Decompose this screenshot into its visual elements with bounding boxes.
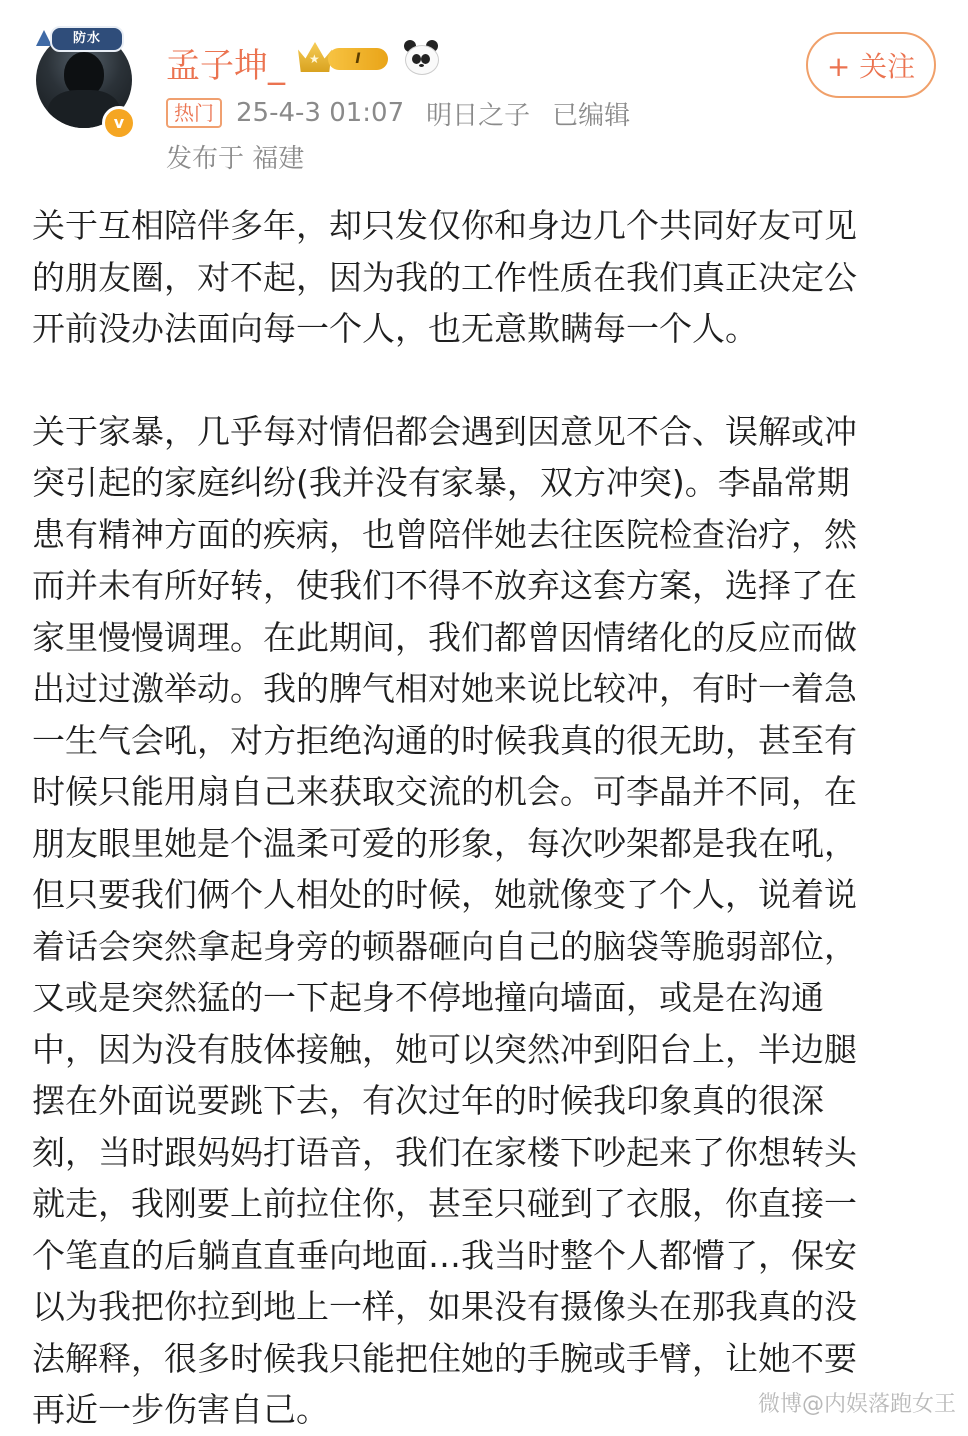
edited-label[interactable]: 已编辑 bbox=[552, 100, 631, 131]
star-icon: ★ bbox=[309, 52, 320, 66]
text-line: 出过过激举动。我的脾气相对她来说比较冲，有时一着急 bbox=[32, 669, 857, 708]
text-line: 一生气会吼，对方拒绝沟通的时候我真的很无助，甚至有 bbox=[32, 720, 857, 760]
text-line: 家里慢慢调理。在此期间，我们都曾因情绪化的反应而做 bbox=[32, 617, 857, 657]
text-line: 时候只能用扇自己来获取交流的机会。可李晶并不同，在 bbox=[32, 772, 857, 811]
post-meta bbox=[166, 96, 652, 130]
text-line: 法解释，很多时候我只能把住她的手腕或手臂，让她不要 bbox=[32, 1338, 857, 1378]
text-line: 再近一步伤害自己。 bbox=[32, 1390, 329, 1429]
watermark: 微博@内娱落跑女王 bbox=[757, 1392, 956, 1417]
text-line: 个笔直的后躺直直垂向地面…我当时整个人都懵了，保安 bbox=[32, 1235, 857, 1275]
text-line: 又或是突然猛的一下起身不停地撞向墙面，或是在沟通 bbox=[32, 978, 824, 1017]
text-line: 患有精神方面的疾病，也曾陪伴她去往医院检查治疗，然 bbox=[32, 514, 857, 554]
text-line: 就走，我刚要上前拉住你，甚至只碰到了衣服，你直接一 bbox=[32, 1184, 857, 1223]
text-line: 关于互相陪伴多年，却只发仅你和身边几个共同好友可见 bbox=[32, 206, 857, 245]
post-location: 发布于 福建 bbox=[166, 144, 305, 174]
text-line: 开前没办法面向每一个人，也无意欺瞒每一个人。 bbox=[32, 309, 758, 348]
text-line: 突引起的家庭纠纷(我并没有家暴，双方冲突)。李晶常期 bbox=[32, 463, 850, 502]
level-label: I bbox=[328, 48, 388, 70]
text-line: 但只要我们俩个人相处的时候，她就像变了个人，说着说 bbox=[32, 875, 857, 914]
username[interactable]: 孟子坤_ bbox=[166, 46, 285, 86]
post-paragraph-1 bbox=[32, 200, 932, 355]
post-timestamp: 25-4-3 01:07 bbox=[236, 98, 405, 128]
verified-icon: v bbox=[102, 106, 136, 140]
text-line: 而并未有所好转，使我们不得不放弃这套方案，选择了在 bbox=[32, 566, 857, 605]
text-line: 关于家暴，几乎每对情侣都会遇到因意见不合、误解或冲 bbox=[32, 411, 857, 451]
text-line: 朋友眼里她是个温柔可爱的形象，每次吵架都是我在吼， bbox=[32, 823, 857, 863]
avatar-frame bbox=[32, 24, 136, 54]
text-line: 以为我把你拉到地上一样，如果没有摄像头在那我真的没 bbox=[32, 1287, 857, 1326]
follow-button[interactable]: + 关注 bbox=[806, 32, 936, 98]
text-line: 刻，当时跟妈妈打语音，我们在家楼下吵起来了你想转头 bbox=[32, 1132, 857, 1172]
text-line: 着话会突然拿起身旁的顿器砸向自己的脑袋等脆弱部位， bbox=[32, 926, 857, 966]
member-level-badge[interactable] bbox=[298, 40, 394, 78]
post-source[interactable]: 明日之子 bbox=[426, 100, 531, 131]
avatar-frame-label: 防水 bbox=[50, 26, 124, 52]
text-line: 的朋友圈，对不起，因为我的工作性质在我们真正决定公 bbox=[32, 257, 857, 297]
post-paragraph-2 bbox=[32, 406, 932, 1436]
text-line: 中，因为没有肢体接触，她可以突然冲到阳台上，半边腿 bbox=[32, 1029, 857, 1069]
post-content bbox=[32, 200, 932, 1436]
avatar[interactable] bbox=[32, 24, 136, 136]
hot-tag[interactable]: 热门 bbox=[166, 98, 222, 128]
panda-icon[interactable] bbox=[402, 40, 440, 74]
text-line: 摆在外面说要跳下去，有次过年的时候我印象真的很深 bbox=[32, 1081, 824, 1120]
